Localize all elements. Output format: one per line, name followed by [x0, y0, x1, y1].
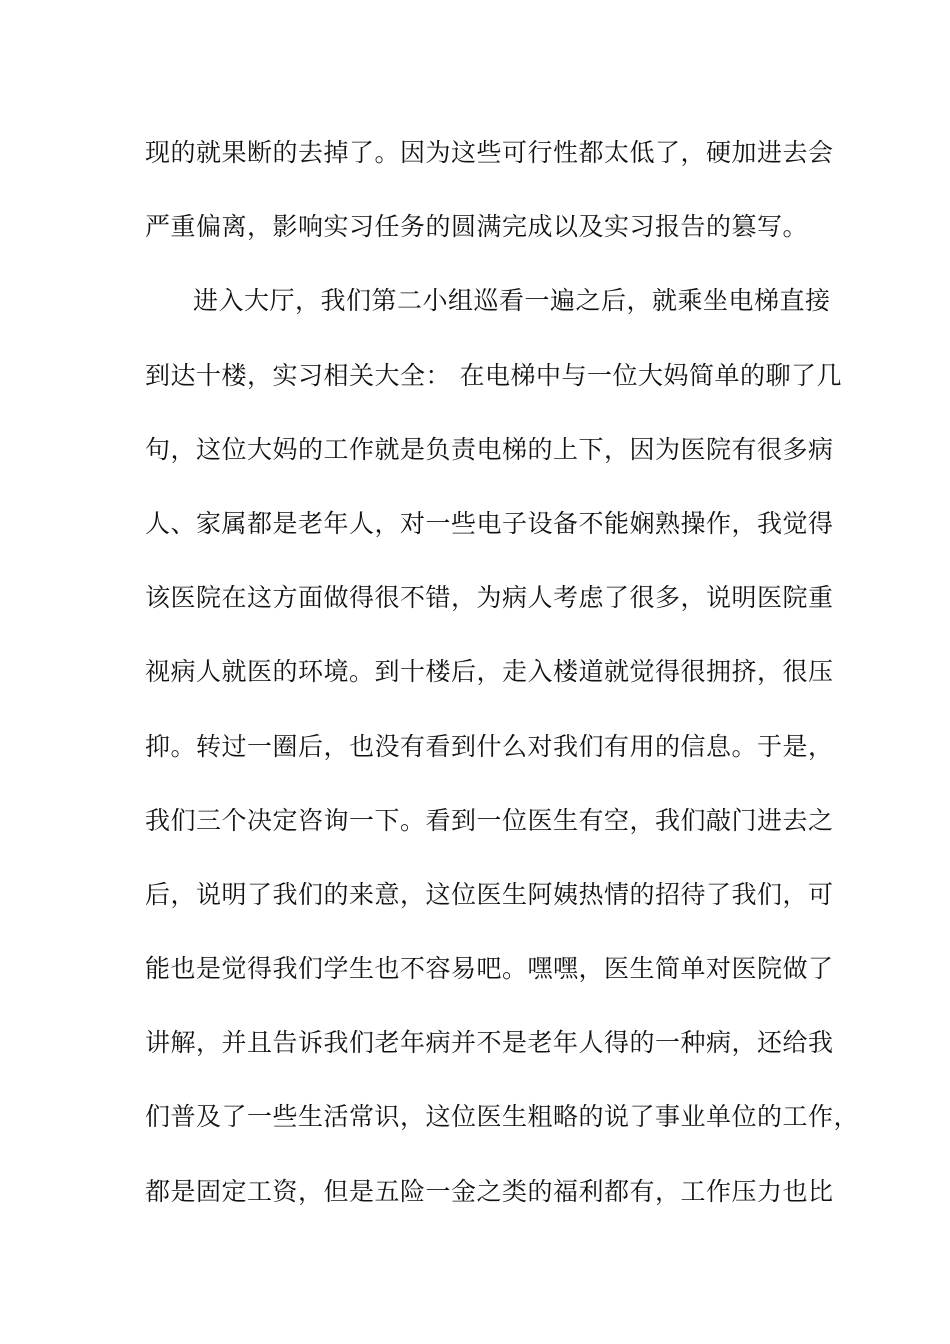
document-body [145, 133, 860, 1246]
text-line: 人、家属都是老年人，对一些电子设备不能娴熟操作，我觉得 [145, 508, 834, 538]
text-line: 都是固定工资，但是五险一金之类的福利都有，工作压力也比 [145, 1176, 834, 1206]
text-line: 们普及了一些生活常识，这位医生粗略的说了事业单位的工作， [145, 1102, 860, 1132]
text-line: 到达十楼，实习相关大全： 在电梯中与一位大妈简单的聊了几 [145, 360, 842, 390]
text-line: 现的就果断的去掉了。因为这些可行性都太低了，硬加进去会 [145, 138, 834, 167]
text-line: 该医院在这方面做得很不错，为病人考虑了很多，说明医院重 [145, 583, 834, 613]
paragraph-start-line: 进入大厅，我们第二小组巡看一遍之后，就乘坐电梯直接 [193, 286, 831, 316]
text-line: 抑。转过一圈后，也没有看到什么对我们有用的信息。于是， [145, 731, 834, 761]
text-line: 句，这位大妈的工作就是负责电梯的上下，因为医院有很多病 [145, 434, 834, 464]
text-line: 讲解，并且告诉我们老年病并不是老年人得的一种病，还给我 [145, 1028, 834, 1058]
text-line: 严重偏离，影响实习任务的圆满完成以及实习报告的篡写。 [145, 212, 809, 242]
text-line: 视病人就医的环境。到十楼后，走入楼道就觉得很拥挤，很压 [145, 657, 834, 687]
text-line: 能也是觉得我们学生也不容易吧。嘿嘿，医生简单对医院做了 [145, 954, 834, 984]
text-line: 我们三个决定咨询一下。看到一位医生有空，我们敲门进去之 [145, 805, 834, 835]
text-line: 后，说明了我们的来意，这位医生阿姨热情的招待了我们，可 [145, 879, 834, 909]
